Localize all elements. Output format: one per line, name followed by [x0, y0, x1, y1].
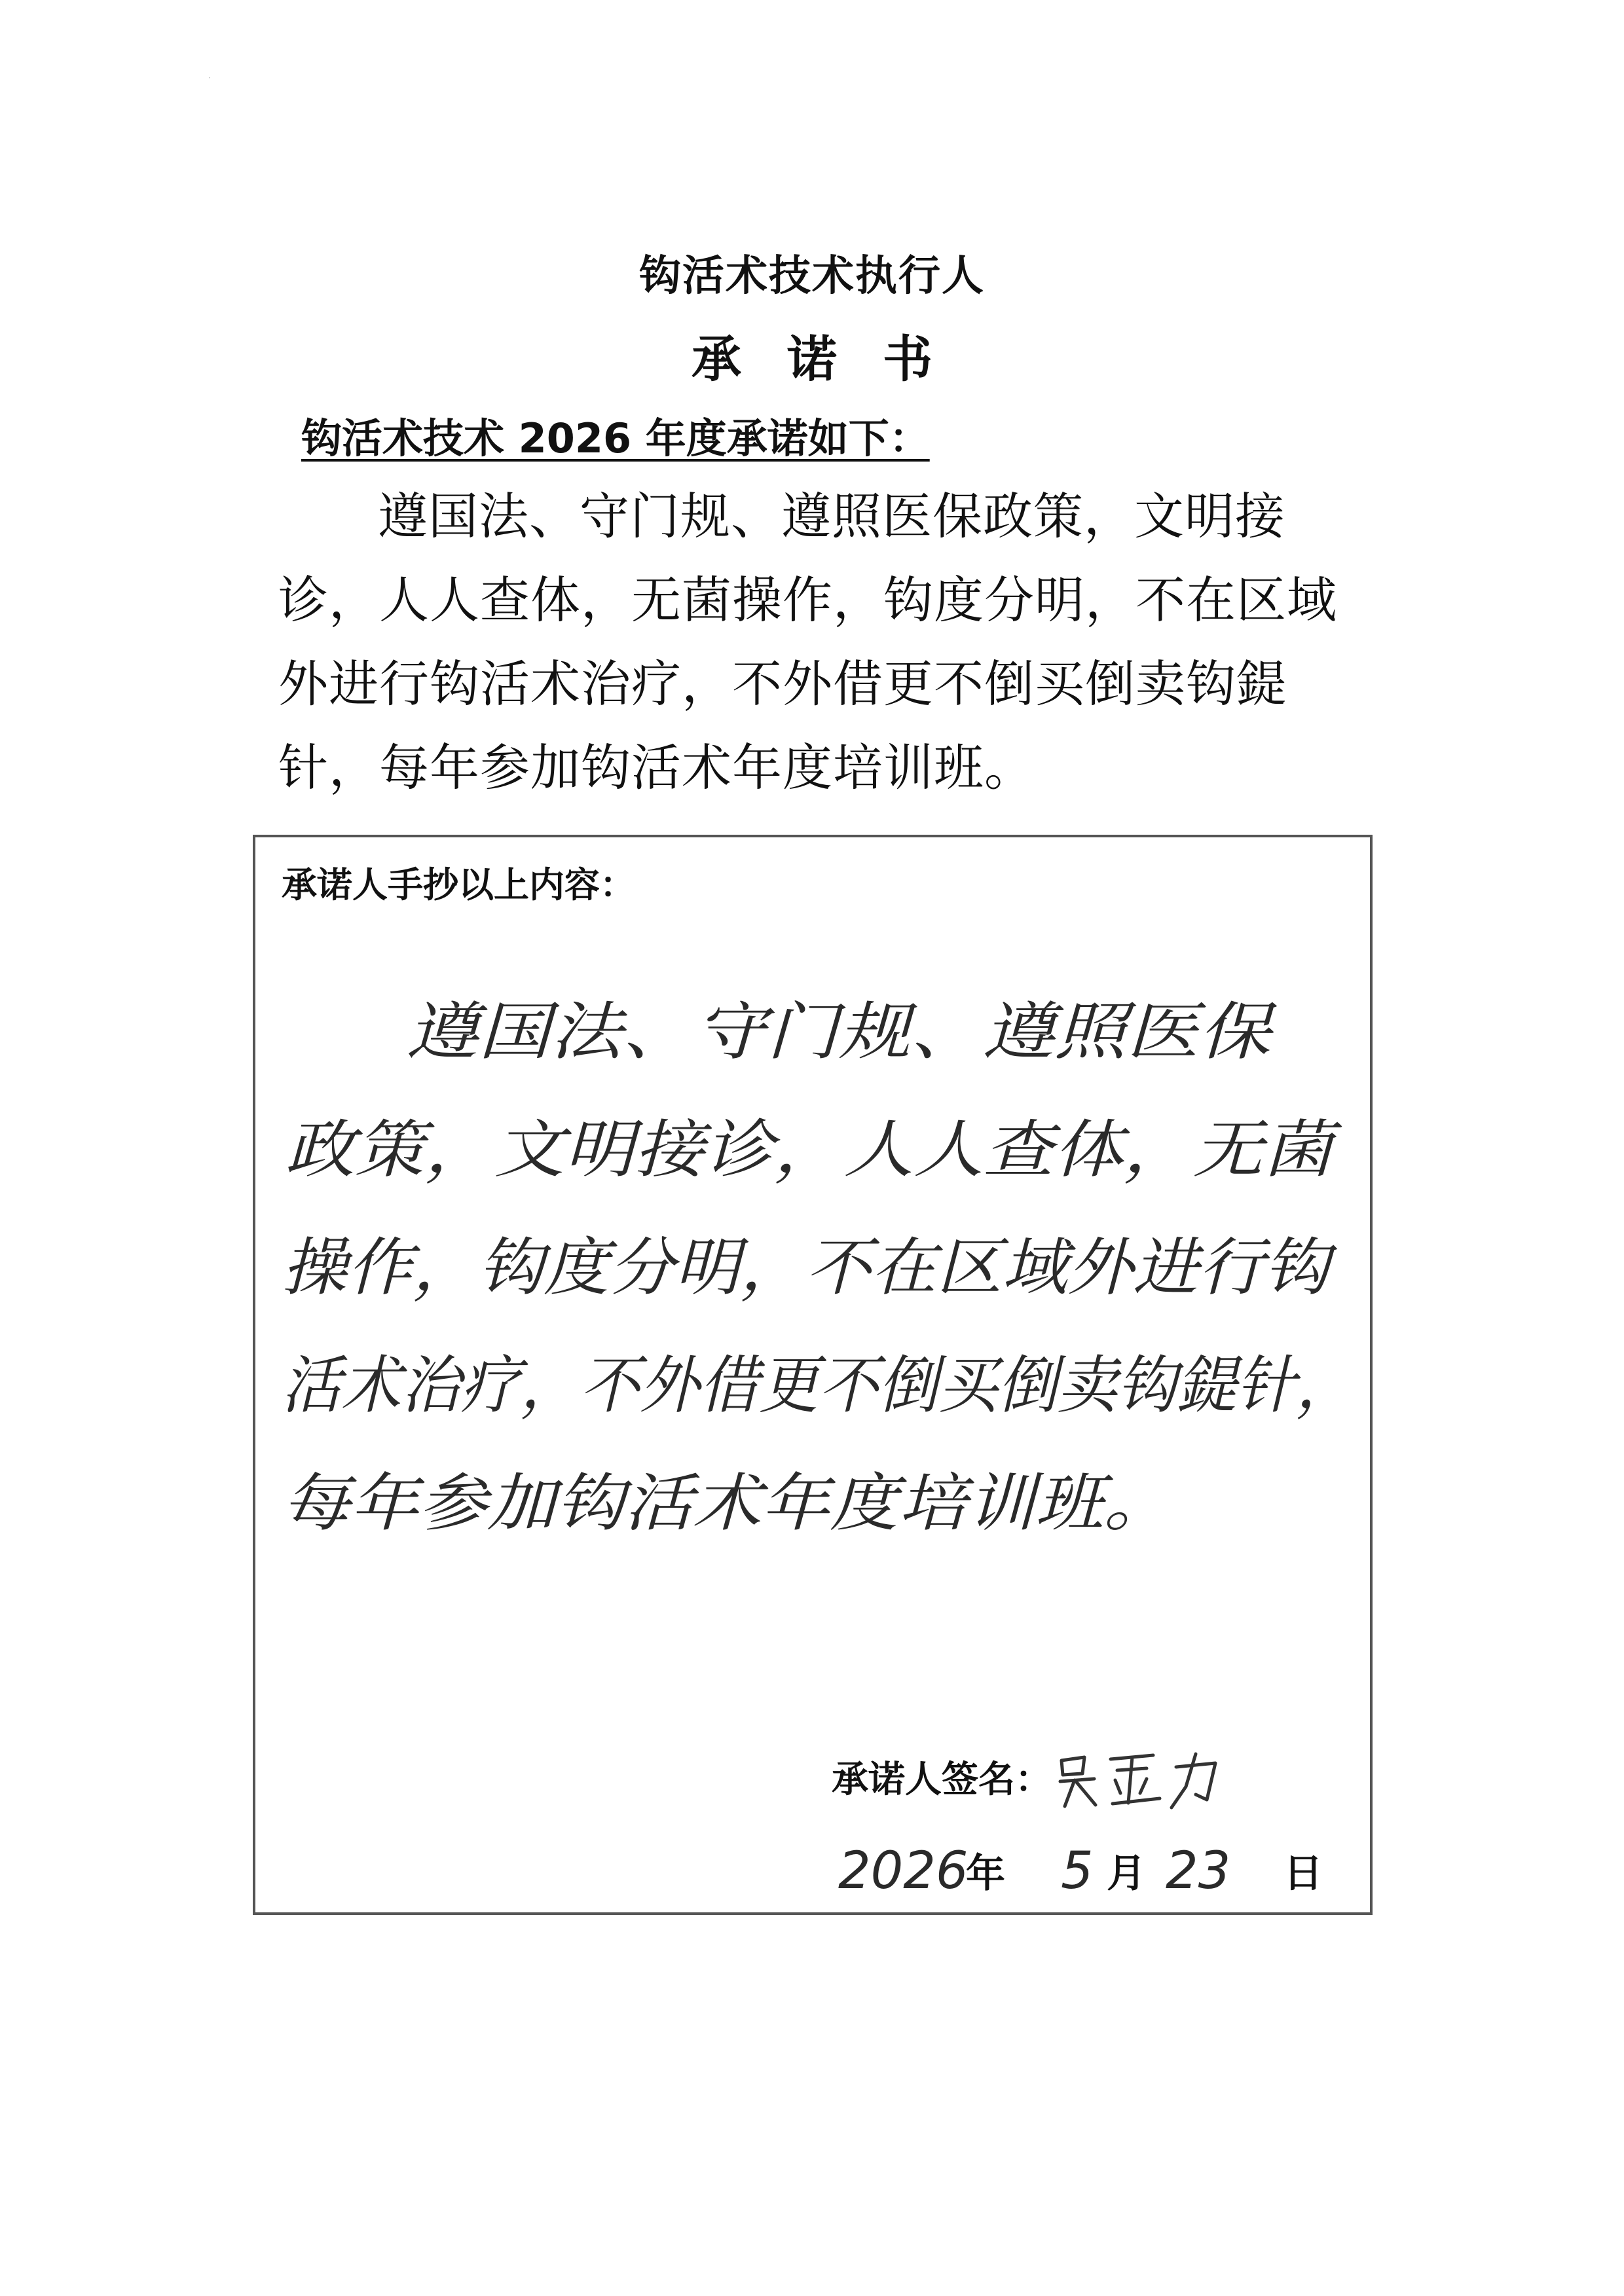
commitment-heading: 钩活术技术 2026 年度承诺如下： [301, 414, 930, 462]
scan-artifact: · [208, 73, 211, 82]
svg-text:5: 5 [1061, 1842, 1094, 1901]
document-title: 钩活术技术执行人 [639, 252, 985, 301]
handwritten-line: 遵国法、守门规、遵照医保 [406, 995, 1278, 1068]
handwritten-line: 每年参加钩活术年度培训班。 [282, 1467, 1172, 1540]
handwritten-signature [1055, 1741, 1225, 1813]
svg-text:2026: 2026 [838, 1842, 969, 1901]
handwritten-month [1054, 1839, 1100, 1904]
month-unit: 月 [1107, 1851, 1146, 1897]
handwritten-line: 操作，钩度分明，不在区域外进行钩 [282, 1231, 1338, 1304]
commitment-body: 遵国法、守门规、遵照医保政策，文明接诊，人人查体，无菌操作，钩度分明，不在区域外进行钩活术治疗，不外借更不倒买倒卖钩鍉针，每年参加钩活术年度培训班。 [278, 487, 1337, 797]
signature-label: 承诺人签名： [832, 1758, 1052, 1801]
year-unit: 年 [966, 1851, 1005, 1897]
document-subtitle: 承诺书 [692, 330, 978, 388]
signature-row [832, 1741, 1225, 1813]
handwritten-line: 政策，文明接诊，人人查体，无菌 [285, 1113, 1342, 1186]
handcopy-box [253, 835, 1373, 1915]
handwritten-year [832, 1839, 969, 1904]
day-unit: 日 [1283, 1851, 1323, 1897]
svg-text:23: 23 [1166, 1842, 1231, 1901]
handwritten-day [1159, 1839, 1244, 1904]
date-row [832, 1826, 1356, 1911]
handwritten-copy [255, 955, 1375, 1662]
handcopy-label: 承诺人手抄以上内容： [282, 864, 635, 905]
handwritten-line: 活术治疗，不外借更不倒买倒卖钩鍉针， [282, 1349, 1356, 1422]
